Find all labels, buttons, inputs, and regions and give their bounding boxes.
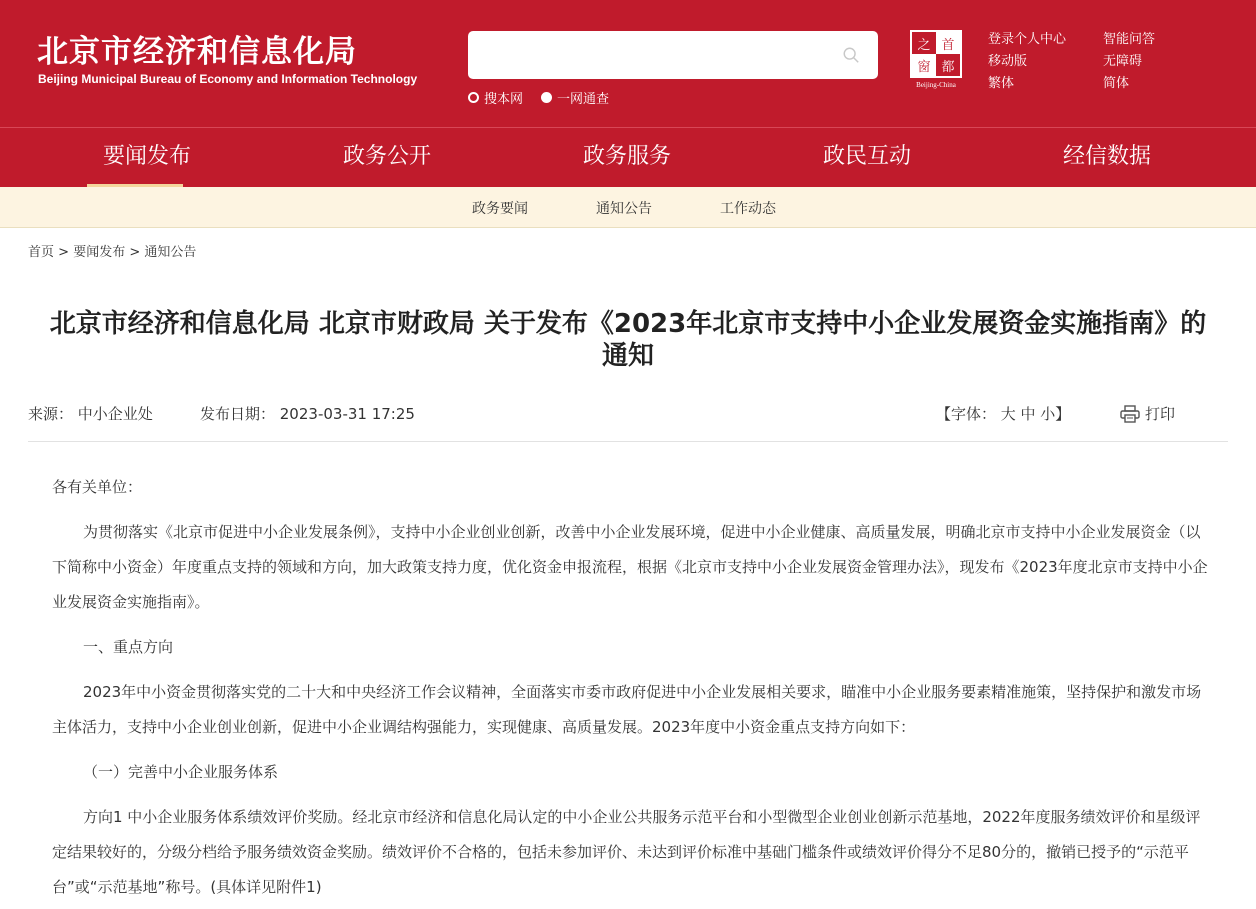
- breadcrumb-notices[interactable]: 通知公告: [144, 245, 197, 260]
- capital-window-caption: Beijing-China: [916, 81, 956, 89]
- capital-window-seal: [910, 30, 962, 78]
- nav-item-interaction[interactable]: [747, 128, 987, 187]
- top-links-right: [1103, 29, 1155, 95]
- section-heading: 一、重点方向: [83, 638, 174, 656]
- nav-item-label: 政务公开: [342, 144, 431, 169]
- seal-char: 都: [941, 59, 955, 75]
- search-icon[interactable]: [842, 46, 860, 64]
- nav-item-label: 要闻发布: [102, 144, 191, 169]
- site-logo-title[interactable]: 北京市经济和信息化局: [37, 34, 357, 70]
- meta-divider: [28, 441, 1228, 442]
- traditional-chinese-link[interactable]: 繁体: [988, 76, 1015, 91]
- top-links-left: [988, 29, 1066, 95]
- print-button[interactable]: [1120, 403, 1175, 424]
- search-box: [468, 31, 878, 79]
- font-size-control[interactable]: 【字体： 大 中 小】: [936, 405, 1071, 423]
- breadcrumb-separator: >: [58, 245, 70, 260]
- salutation: 各有关单位：: [52, 478, 143, 496]
- subnav-item-notices[interactable]: 通知公告: [596, 201, 652, 217]
- article-body: [52, 470, 1212, 909]
- radio-checked-icon[interactable]: [541, 92, 552, 103]
- breadcrumb: [28, 241, 196, 260]
- login-link[interactable]: 登录个人中心: [988, 32, 1067, 47]
- main-nav: [0, 127, 1256, 187]
- search-scope-all-label: 一网通查: [557, 92, 610, 107]
- nav-item-label: 政务服务: [582, 144, 671, 169]
- article-title: 北京市经济和信息化局 北京市财政局 关于发布《2023年北京市支持中小企业发展资金实施指南》的通知: [49, 309, 1207, 371]
- site-header: [0, 0, 1256, 127]
- mobile-version-link[interactable]: 移动版: [988, 54, 1028, 69]
- capital-window-logo[interactable]: [907, 30, 965, 90]
- breadcrumb-separator: >: [129, 245, 141, 260]
- radio-unchecked-icon[interactable]: [468, 92, 479, 103]
- nav-item-news[interactable]: [27, 128, 267, 187]
- subnav-item-gov-news[interactable]: 政务要闻: [472, 201, 528, 217]
- smart-qa-link[interactable]: 智能问答: [1103, 32, 1156, 47]
- subnav-item-work-updates[interactable]: 工作动态: [720, 201, 776, 217]
- printer-icon: [1120, 405, 1140, 423]
- breadcrumb-home[interactable]: 首页: [28, 245, 55, 260]
- nav-item-gov-services[interactable]: [507, 128, 747, 187]
- search-scope-site-label: 搜本网: [484, 92, 524, 107]
- article-paragraph: 为贯彻落实《北京市促进中小企业发展条例》，支持中小企业创业创新，改善中小企业发展环境，促进中小企业健康、高质量发展，明确北京市支持中小企业发展资金（以下简称中小资金）年度重点支持的领域和方向，加大政策支持力度，优化资金申报流程，根据《北京市支持中小企业发展资金管理办法》，现发布《2023年度北京市支持中小企业发展资金实施指南》。: [52, 523, 1208, 611]
- nav-item-label: 政民互动: [822, 144, 911, 169]
- article-paragraph: 方向1 中小企业服务体系绩效评价奖励。经北京市经济和信息化局认定的中小企业公共服务示范平台和小型微型企业创业创新示范基地，2022年度服务绩效评价和星级评定结果较好的，分级分档给予服务绩效资金奖励。绩效评价不合格的，包括未参加评价、未达到评价标准中基础门槛条件或绩效评价得分不足80分的，撤销已授予的“示范平台”或“示范基地”称号。(具体详见附件1): [52, 808, 1201, 896]
- subsection-heading: （一）完善中小企业服务体系: [83, 763, 279, 781]
- nav-item-label: 经信数据: [1062, 144, 1151, 169]
- search-scope-all[interactable]: [541, 88, 609, 107]
- nav-item-data[interactable]: [987, 128, 1227, 187]
- search-scope-site[interactable]: [468, 88, 523, 107]
- article-date: 发布日期： 2023-03-31 17:25: [200, 405, 415, 423]
- seal-char: 窗: [912, 54, 936, 76]
- breadcrumb-news[interactable]: 要闻发布: [73, 245, 126, 260]
- print-label: 打印: [1145, 405, 1176, 423]
- simplified-chinese-link[interactable]: 简体: [1103, 76, 1130, 91]
- accessibility-link[interactable]: 无障碍: [1103, 54, 1143, 69]
- article-source: 来源： 中小企业处: [28, 405, 153, 423]
- seal-char: 之: [917, 37, 931, 53]
- seal-char: 首: [936, 32, 960, 54]
- site-logo-subtitle: Beijing Municipal Bureau of Economy and Information Technology: [38, 72, 418, 86]
- article-paragraph: 2023年中小资金贯彻落实党的二十大和中央经济工作会议精神，全面落实市委市政府促进中小企业发展相关要求，瞄准中小企业服务要素精准施策，坚持保护和激发市场主体活力，支持中小企业创业创新，促进中小企业调结构强能力，实现健康、高质量发展。2023年度中小资金重点支持方向如下：: [52, 683, 1202, 736]
- nav-item-gov-affairs[interactable]: [267, 128, 507, 187]
- sub-nav: [0, 187, 1256, 228]
- search-input[interactable]: [480, 41, 820, 69]
